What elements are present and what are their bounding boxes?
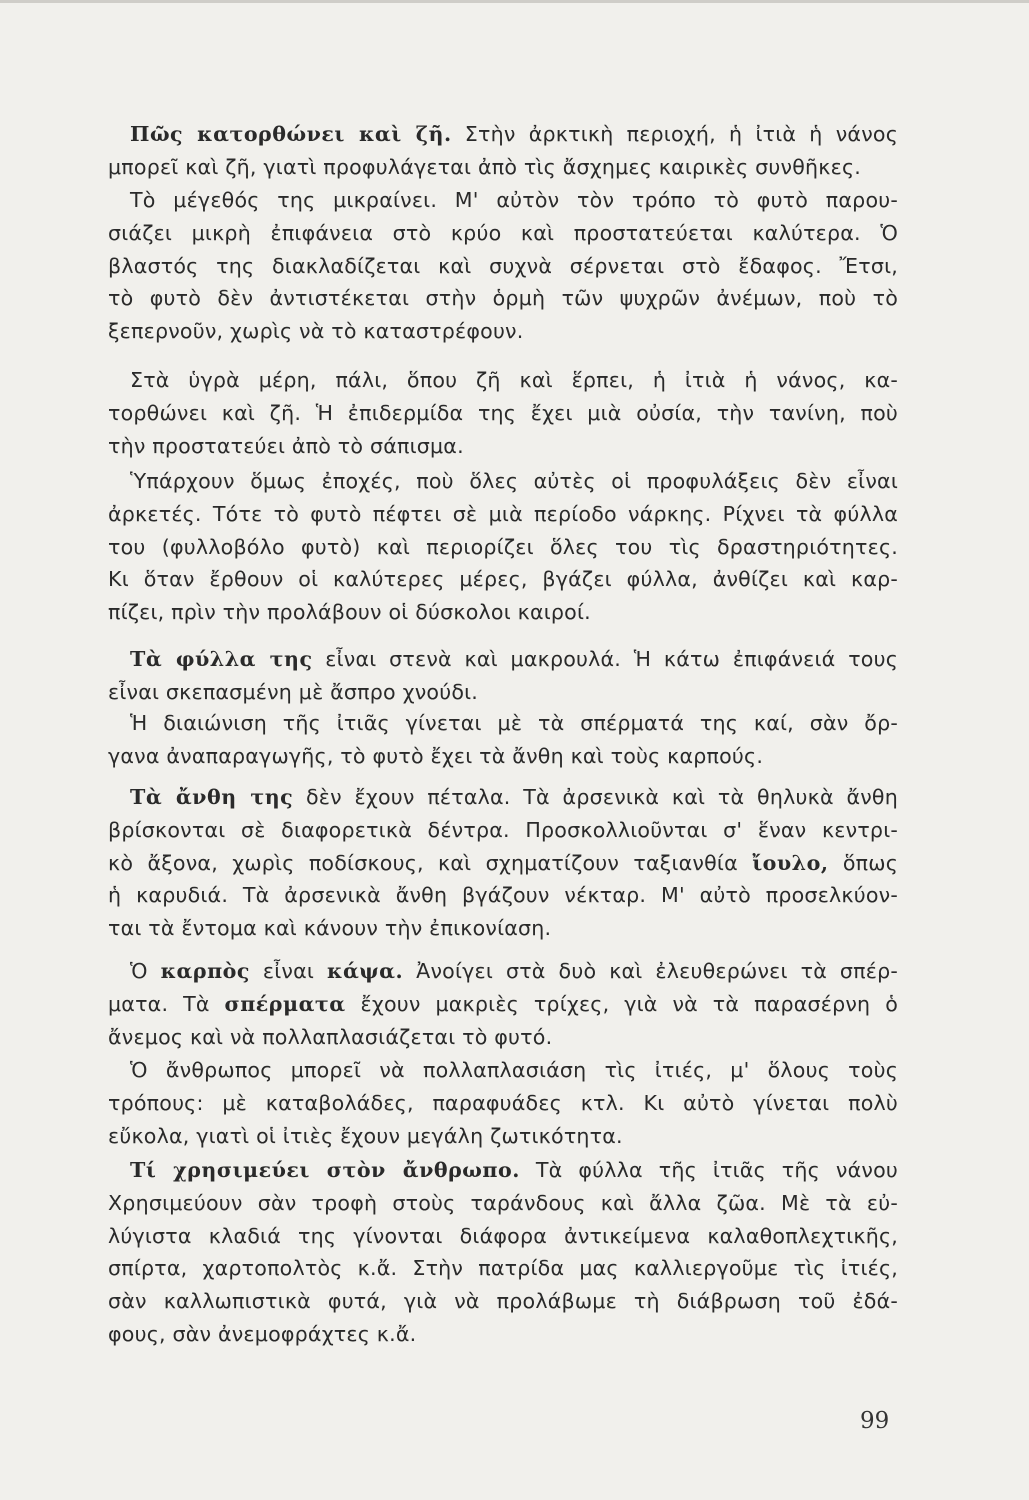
bold-heading: κάψα. bbox=[327, 959, 404, 983]
text-line bbox=[108, 814, 898, 847]
paragraph bbox=[108, 465, 898, 629]
text-segment: Τὰ φύλλα τῆς ἰτιᾶς τῆς νάνου bbox=[519, 1158, 899, 1182]
text-line bbox=[108, 118, 898, 151]
text-segment: μπορεῖ καὶ ζῆ, γιατὶ προφυλάγεται ἀπὸ τὶς ἄσχημες καιρικὲς συνθῆκες. bbox=[108, 154, 861, 179]
text-segment: δὲν ἔχουν πέταλα. Τὰ ἀρσενικὰ καὶ τὰ θηλυκὰ ἄνθη bbox=[293, 785, 898, 809]
text-segment: λύγιστα κλαδιά της γίνονται διάφορα ἀντικείμενα καλαθοπλεχτικῆς, bbox=[108, 1223, 898, 1248]
text-segment: τὴν προστατεύει ἀπὸ τὸ σάπισμα. bbox=[108, 433, 464, 458]
text-line bbox=[108, 1154, 898, 1187]
text-segment: ματα. Τὰ bbox=[108, 991, 225, 1016]
text-line bbox=[108, 912, 898, 945]
paragraph bbox=[108, 1154, 898, 1351]
bold-heading: ἴουλο, bbox=[752, 850, 829, 875]
text-line bbox=[108, 498, 898, 531]
text-segment: κὸ ἄξονα, χωρὶς ποδίσκους, καὶ σχηματίζουν ταξιανθία bbox=[108, 850, 753, 875]
text-segment: Τὸ μέγεθός της μικραίνει. Μ' αὐτὸν τὸν τρόπο τὸ φυτὸ παρου- bbox=[130, 188, 898, 212]
text-line bbox=[108, 1054, 898, 1087]
text-segment: σιάζει μικρὴ ἐπιφάνεια στὸ κρύο καὶ προστατεύεται καλύτερα. Ὁ bbox=[108, 220, 898, 245]
text-line bbox=[108, 531, 898, 564]
text-line bbox=[108, 563, 898, 596]
text-line bbox=[108, 1220, 898, 1253]
text-line bbox=[108, 250, 898, 283]
text-segment: εἶναι bbox=[249, 959, 328, 983]
paragraph bbox=[108, 707, 898, 773]
text-line bbox=[108, 282, 898, 315]
page-number: 99 bbox=[860, 1408, 890, 1434]
text-line bbox=[108, 1318, 898, 1351]
paragraph bbox=[108, 955, 898, 1053]
text-line bbox=[108, 676, 898, 709]
bold-heading: Τὰ φύλλα της bbox=[130, 647, 313, 671]
text-line bbox=[108, 1285, 898, 1318]
text-segment: ται τὰ ἔντομα καὶ κάνουν τὴν ἐπικονίαση. bbox=[108, 916, 552, 941]
bold-heading: Πῶς κατορθώνει καὶ ζῆ. bbox=[130, 122, 452, 146]
text-segment: φους, σὰν ἀνεμοφράχτες κ.ἄ. bbox=[108, 1321, 417, 1346]
paragraph bbox=[108, 364, 898, 462]
text-segment: Στὰ ὑγρὰ μέρη, πάλι, ὅπου ζῆ καὶ ἕρπει, ἡ ἰτιὰ ἡ νάνος, κα- bbox=[130, 368, 898, 392]
text-segment: ἀρκετές. Τότε τὸ φυτὸ πέφτει σὲ μιὰ περίοδο νάρκης. Ρίχνει τὰ φύλλα bbox=[108, 501, 898, 526]
paragraph bbox=[108, 781, 898, 945]
text-line bbox=[108, 1021, 898, 1054]
text-segment: Ὁ bbox=[130, 959, 161, 983]
text-segment: Ἀνοίγει στὰ δυὸ καὶ ἐλευθερώνει τὰ σπέρ- bbox=[403, 959, 899, 983]
text-segment: βλαστός της διακλαδίζεται καὶ συχνὰ σέρνεται στὸ ἔδαφος. Ἔτσι, bbox=[108, 253, 898, 278]
text-line bbox=[108, 1120, 898, 1153]
text-segment: τορθώνει καὶ ζῆ. Ἡ ἐπιδερμίδα της ἔχει μιὰ οὐσία, τὴν τανίνη, ποὺ bbox=[108, 400, 898, 425]
paragraph bbox=[108, 118, 898, 184]
text-segment: πίζει, πρὶν τὴν προλάβουν οἱ δύσκολοι καιροί. bbox=[108, 600, 591, 625]
text-line bbox=[108, 465, 898, 498]
text-segment: ἄνεμος καὶ νὰ πολλαπλασιάζεται τὸ φυτό. bbox=[108, 1024, 553, 1049]
text-segment: ξεπερνοῦν, χωρὶς νὰ τὸ καταστρέφουν. bbox=[108, 319, 524, 344]
text-line bbox=[108, 988, 898, 1021]
text-line bbox=[108, 184, 898, 217]
text-line bbox=[108, 847, 898, 880]
text-line bbox=[108, 1087, 898, 1120]
top-rule bbox=[0, 0, 1029, 3]
bold-heading: Τί χρησιμεύει στὸν ἄνθρωπο. bbox=[130, 1158, 520, 1182]
text-segment: Χρησιμεύουν σὰν τροφὴ στοὺς ταράνδους καὶ ἄλλα ζῶα. Μὲ τὰ εὐ- bbox=[108, 1190, 898, 1215]
text-line bbox=[108, 217, 898, 250]
text-line bbox=[108, 1187, 898, 1220]
text-segment: σπίρτα, χαρτοπολτὸς κ.ἄ. Στὴν πατρίδα μας καλλιεργοῦμε τὶς ἰτιές, bbox=[108, 1256, 898, 1281]
text-segment: Κι ὅταν ἔρθουν οἱ καλύτερες μέρες, βγάζει φύλλα, ἀνθίζει καὶ καρ- bbox=[108, 567, 898, 592]
text-line bbox=[108, 364, 898, 397]
bold-heading: σπέρματα bbox=[224, 991, 346, 1016]
text-line bbox=[108, 151, 898, 184]
text-segment: ἡ καρυδιά. Τὰ ἀρσενικὰ ἄνθη βγάζουν νέκταρ. Μ' αὐτὸ προσελκύον- bbox=[108, 883, 898, 908]
text-segment: ὅπως bbox=[828, 850, 898, 875]
paragraph bbox=[108, 184, 898, 348]
text-line bbox=[108, 643, 898, 676]
text-segment: τρόπους: μὲ καταβολάδες, παραφυάδες κτλ. Κι αὐτὸ γίνεται πολὺ bbox=[108, 1090, 898, 1115]
paragraph bbox=[108, 1054, 898, 1152]
text-segment: γανα ἀναπαραγωγῆς, τὸ φυτὸ ἔχει τὰ ἄνθη καὶ τοὺς καρπούς. bbox=[108, 743, 764, 768]
text-segment: σὰν καλλωπιστικὰ φυτά, γιὰ νὰ προλάβωμε τὴ διάβρωση τοῦ ἐδά- bbox=[108, 1289, 898, 1314]
text-segment: εἶναι σκεπασμένη μὲ ἄσπρο χνούδι. bbox=[108, 679, 479, 704]
text-line bbox=[108, 879, 898, 912]
text-line bbox=[108, 430, 898, 463]
text-segment: εὔκολα, γιατὶ οἱ ἰτιὲς ἔχουν μεγάλη ζωτικότητα. bbox=[108, 1123, 623, 1148]
text-segment: βρίσκονται σὲ διαφορετικὰ δέντρα. Προσκολλιοῦνται σ' ἕναν κεντρι- bbox=[108, 817, 898, 842]
bold-heading: καρπὸς bbox=[160, 959, 250, 983]
text-segment: Ἡ διαιώνιση τῆς ἰτιᾶς γίνεται μὲ τὰ σπέρματά της καί, σὰν ὄρ- bbox=[130, 711, 898, 735]
text-line bbox=[108, 955, 898, 988]
bold-heading: Τὰ ἄνθη της bbox=[130, 785, 294, 809]
text-line bbox=[108, 1252, 898, 1285]
text-segment: Ὑπάρχουν ὅμως ἐποχές, ποὺ ὅλες αὐτὲς οἱ προφυλάξεις δὲν εἶναι bbox=[130, 469, 898, 493]
text-line bbox=[108, 596, 898, 629]
text-segment: ἔχουν μακριὲς τρίχες, γιὰ νὰ τὰ παρασέρνη ὁ bbox=[345, 991, 898, 1016]
text-line bbox=[108, 740, 898, 773]
text-segment: Ὁ ἄνθρωπος μπορεῖ νὰ πολλαπλασιάση τὶς ἰτιές, μ' ὅλους τοὺς bbox=[130, 1058, 898, 1082]
text-segment: του (φυλλοβόλο φυτὸ) καὶ περιορίζει ὅλες του τὶς δραστηριότητες. bbox=[108, 534, 898, 559]
text-segment: Στὴν ἀρκτικὴ περιοχή, ἡ ἰτιὰ ἡ νάνος bbox=[451, 122, 898, 146]
text-line bbox=[108, 781, 898, 814]
paragraph bbox=[108, 643, 898, 709]
text-segment: εἶναι στενὰ καὶ μακρουλά. Ἡ κάτω ἐπιφάνειά τους bbox=[312, 647, 898, 671]
text-segment: τὸ φυτὸ δὲν ἀντιστέκεται στὴν ὁρμὴ τῶν ψυχρῶν ἀνέμων, ποὺ τὸ bbox=[108, 286, 898, 311]
text-line bbox=[108, 397, 898, 430]
text-line bbox=[108, 315, 898, 348]
text-line bbox=[108, 707, 898, 740]
